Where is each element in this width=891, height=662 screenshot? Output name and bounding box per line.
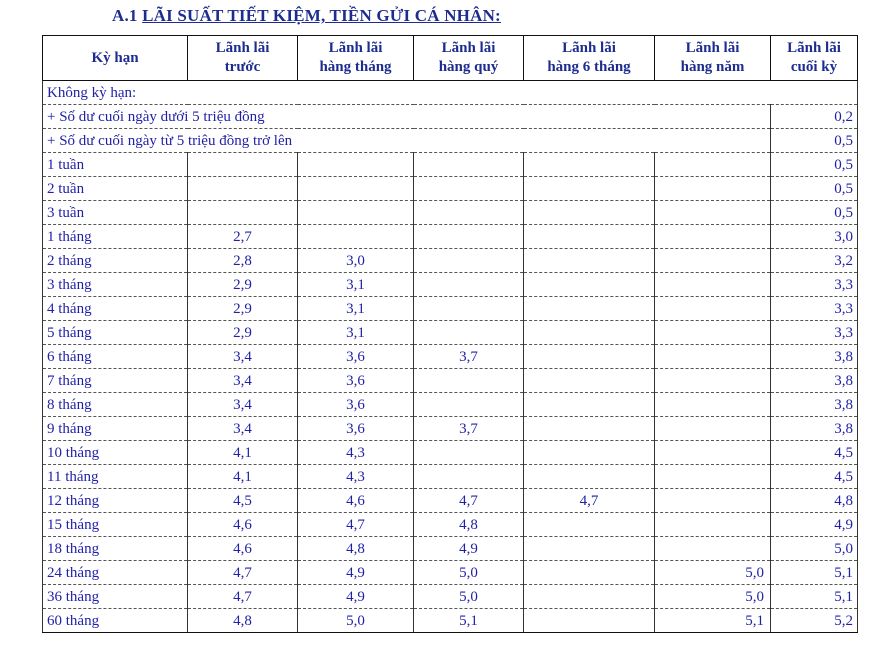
col-header-semiannual: Lãnh lãi hàng 6 tháng xyxy=(524,36,655,81)
rate-prepaid: 4,6 xyxy=(188,513,298,537)
rate-maturity: 3,3 xyxy=(771,321,858,345)
rate-maturity: 3,2 xyxy=(771,249,858,273)
rate-prepaid: 3,4 xyxy=(188,417,298,441)
rate-monthly: 3,0 xyxy=(298,249,414,273)
rate-quarterly: 5,1 xyxy=(414,609,524,633)
term-cell: 18 tháng xyxy=(43,537,188,561)
rate-maturity: 5,2 xyxy=(771,609,858,633)
term-cell: 10 tháng xyxy=(43,441,188,465)
rate-monthly: 4,6 xyxy=(298,489,414,513)
rate-semiannual xyxy=(524,369,655,393)
rate-quarterly xyxy=(414,225,524,249)
no-term-heading: Không kỳ hạn: xyxy=(43,81,858,105)
table-row xyxy=(43,393,858,417)
rate-semiannual xyxy=(524,465,655,489)
rate-prepaid: 3,4 xyxy=(188,393,298,417)
rate-semiannual xyxy=(524,513,655,537)
col-header-maturity: Lãnh lãi cuối kỳ xyxy=(771,36,858,81)
rate-prepaid: 4,7 xyxy=(188,585,298,609)
rate-quarterly xyxy=(414,369,524,393)
term-cell: 6 tháng xyxy=(43,345,188,369)
term-cell: 7 tháng xyxy=(43,369,188,393)
rate-semiannual xyxy=(524,225,655,249)
rate-semiannual xyxy=(524,177,655,201)
term-cell: 8 tháng xyxy=(43,393,188,417)
rate-monthly: 4,9 xyxy=(298,561,414,585)
rate-maturity: 3,8 xyxy=(771,417,858,441)
table-header-row xyxy=(43,36,858,81)
no-term-row xyxy=(43,105,858,129)
rate-quarterly: 5,0 xyxy=(414,585,524,609)
rate-annual: 5,0 xyxy=(655,561,771,585)
rate-semiannual xyxy=(524,561,655,585)
term-cell: 3 tháng xyxy=(43,273,188,297)
rate-quarterly xyxy=(414,441,524,465)
no-term-rate: 0,2 xyxy=(771,105,858,129)
rate-semiannual xyxy=(524,609,655,633)
rate-monthly: 3,6 xyxy=(298,345,414,369)
rate-semiannual xyxy=(524,537,655,561)
rate-maturity: 4,9 xyxy=(771,513,858,537)
rate-maturity: 0,5 xyxy=(771,201,858,225)
rate-quarterly xyxy=(414,177,524,201)
table-row xyxy=(43,369,858,393)
term-cell: 24 tháng xyxy=(43,561,188,585)
rate-annual xyxy=(655,153,771,177)
rate-monthly xyxy=(298,225,414,249)
rate-maturity: 3,8 xyxy=(771,345,858,369)
rate-maturity: 0,5 xyxy=(771,177,858,201)
rate-quarterly: 3,7 xyxy=(414,417,524,441)
rate-prepaid: 4,7 xyxy=(188,561,298,585)
term-cell: 1 tuần xyxy=(43,153,188,177)
rate-semiannual xyxy=(524,345,655,369)
table-row xyxy=(43,201,858,225)
table-row xyxy=(43,489,858,513)
no-term-row xyxy=(43,129,858,153)
table-row xyxy=(43,609,858,633)
col-header-prepaid: Lãnh lãi trước xyxy=(188,36,298,81)
rate-prepaid: 4,8 xyxy=(188,609,298,633)
table-row xyxy=(43,297,858,321)
title-text: LÃI SUẤT TIẾT KIỆM, TIỀN GỬI CÁ NHÂN: xyxy=(142,6,501,25)
rate-quarterly xyxy=(414,153,524,177)
rate-annual xyxy=(655,297,771,321)
page-title xyxy=(112,6,501,26)
rate-monthly xyxy=(298,201,414,225)
rate-prepaid xyxy=(188,201,298,225)
rate-prepaid: 2,9 xyxy=(188,297,298,321)
rate-maturity: 3,3 xyxy=(771,297,858,321)
term-cell: 9 tháng xyxy=(43,417,188,441)
rate-quarterly: 4,8 xyxy=(414,513,524,537)
rate-quarterly: 4,7 xyxy=(414,489,524,513)
rate-maturity: 3,3 xyxy=(771,273,858,297)
col-header-annual: Lãnh lãi hàng năm xyxy=(655,36,771,81)
rate-monthly xyxy=(298,153,414,177)
rate-maturity: 4,5 xyxy=(771,465,858,489)
term-cell: 15 tháng xyxy=(43,513,188,537)
rate-semiannual xyxy=(524,273,655,297)
rate-semiannual xyxy=(524,417,655,441)
rate-prepaid xyxy=(188,153,298,177)
rate-annual xyxy=(655,513,771,537)
rate-monthly: 4,3 xyxy=(298,465,414,489)
rate-semiannual xyxy=(524,441,655,465)
table-row xyxy=(43,321,858,345)
rate-annual xyxy=(655,369,771,393)
rate-maturity: 5,1 xyxy=(771,561,858,585)
rate-prepaid: 2,7 xyxy=(188,225,298,249)
rate-maturity: 4,8 xyxy=(771,489,858,513)
rate-monthly: 3,6 xyxy=(298,393,414,417)
term-cell: 3 tuần xyxy=(43,201,188,225)
rate-quarterly: 4,9 xyxy=(414,537,524,561)
rate-annual xyxy=(655,273,771,297)
rate-quarterly xyxy=(414,393,524,417)
rate-annual xyxy=(655,177,771,201)
table-row xyxy=(43,225,858,249)
table-row xyxy=(43,513,858,537)
rate-annual xyxy=(655,345,771,369)
rate-annual: 5,0 xyxy=(655,585,771,609)
rate-monthly: 5,0 xyxy=(298,609,414,633)
table-row xyxy=(43,177,858,201)
table-row xyxy=(43,345,858,369)
no-term-rate: 0,5 xyxy=(771,129,858,153)
term-cell: 5 tháng xyxy=(43,321,188,345)
rate-annual xyxy=(655,441,771,465)
term-cell: 12 tháng xyxy=(43,489,188,513)
rate-monthly: 3,1 xyxy=(298,297,414,321)
rate-annual xyxy=(655,393,771,417)
rate-quarterly: 5,0 xyxy=(414,561,524,585)
rate-prepaid: 3,4 xyxy=(188,369,298,393)
table-row xyxy=(43,417,858,441)
rate-annual xyxy=(655,249,771,273)
table-row xyxy=(43,585,858,609)
table-row xyxy=(43,441,858,465)
rate-prepaid xyxy=(188,177,298,201)
rate-semiannual xyxy=(524,201,655,225)
no-term-label: + Số dư cuối ngày dưới 5 triệu đồng xyxy=(43,105,771,129)
rate-semiannual xyxy=(524,585,655,609)
table-row xyxy=(43,561,858,585)
rate-quarterly: 3,7 xyxy=(414,345,524,369)
table-row xyxy=(43,249,858,273)
term-cell: 60 tháng xyxy=(43,609,188,633)
rate-prepaid: 2,9 xyxy=(188,321,298,345)
rate-semiannual xyxy=(524,297,655,321)
rate-maturity: 3,0 xyxy=(771,225,858,249)
rate-maturity: 3,8 xyxy=(771,369,858,393)
title-number: A.1 xyxy=(112,6,138,25)
col-header-monthly: Lãnh lãi hàng tháng xyxy=(298,36,414,81)
col-header-quarterly: Lãnh lãi hàng quý xyxy=(414,36,524,81)
term-cell: 1 tháng xyxy=(43,225,188,249)
rate-monthly: 3,1 xyxy=(298,273,414,297)
rate-prepaid: 4,6 xyxy=(188,537,298,561)
rate-monthly: 4,7 xyxy=(298,513,414,537)
rate-maturity: 4,5 xyxy=(771,441,858,465)
rate-monthly: 4,8 xyxy=(298,537,414,561)
rate-maturity: 5,1 xyxy=(771,585,858,609)
table-row xyxy=(43,153,858,177)
rate-semiannual xyxy=(524,393,655,417)
interest-rate-table xyxy=(42,35,858,633)
rate-prepaid: 3,4 xyxy=(188,345,298,369)
term-cell: 36 tháng xyxy=(43,585,188,609)
rate-annual xyxy=(655,225,771,249)
no-term-heading-row xyxy=(43,81,858,105)
rate-quarterly xyxy=(414,273,524,297)
rate-prepaid: 4,1 xyxy=(188,465,298,489)
term-cell: 11 tháng xyxy=(43,465,188,489)
term-cell: 4 tháng xyxy=(43,297,188,321)
rate-maturity: 5,0 xyxy=(771,537,858,561)
rate-monthly: 4,3 xyxy=(298,441,414,465)
rate-monthly: 4,9 xyxy=(298,585,414,609)
rate-prepaid: 2,8 xyxy=(188,249,298,273)
table-row xyxy=(43,465,858,489)
term-cell: 2 tuần xyxy=(43,177,188,201)
rate-annual: 5,1 xyxy=(655,609,771,633)
rate-prepaid: 2,9 xyxy=(188,273,298,297)
rate-semiannual xyxy=(524,249,655,273)
rate-maturity: 3,8 xyxy=(771,393,858,417)
rate-monthly: 3,6 xyxy=(298,369,414,393)
rate-quarterly xyxy=(414,201,524,225)
col-header-term: Kỳ hạn xyxy=(43,36,188,81)
table-row xyxy=(43,537,858,561)
rate-semiannual xyxy=(524,153,655,177)
rate-quarterly xyxy=(414,321,524,345)
rate-prepaid: 4,1 xyxy=(188,441,298,465)
rate-annual xyxy=(655,489,771,513)
rate-annual xyxy=(655,465,771,489)
rate-maturity: 0,5 xyxy=(771,153,858,177)
rate-annual xyxy=(655,201,771,225)
rate-prepaid: 4,5 xyxy=(188,489,298,513)
term-cell: 2 tháng xyxy=(43,249,188,273)
rate-annual xyxy=(655,537,771,561)
table-row xyxy=(43,273,858,297)
rate-monthly: 3,1 xyxy=(298,321,414,345)
rate-monthly: 3,6 xyxy=(298,417,414,441)
rate-annual xyxy=(655,321,771,345)
rate-semiannual: 4,7 xyxy=(524,489,655,513)
no-term-label: + Số dư cuối ngày từ 5 triệu đồng trở lên xyxy=(43,129,771,153)
rate-quarterly xyxy=(414,297,524,321)
rate-monthly xyxy=(298,177,414,201)
rate-quarterly xyxy=(414,465,524,489)
rate-quarterly xyxy=(414,249,524,273)
rate-semiannual xyxy=(524,321,655,345)
rate-annual xyxy=(655,417,771,441)
